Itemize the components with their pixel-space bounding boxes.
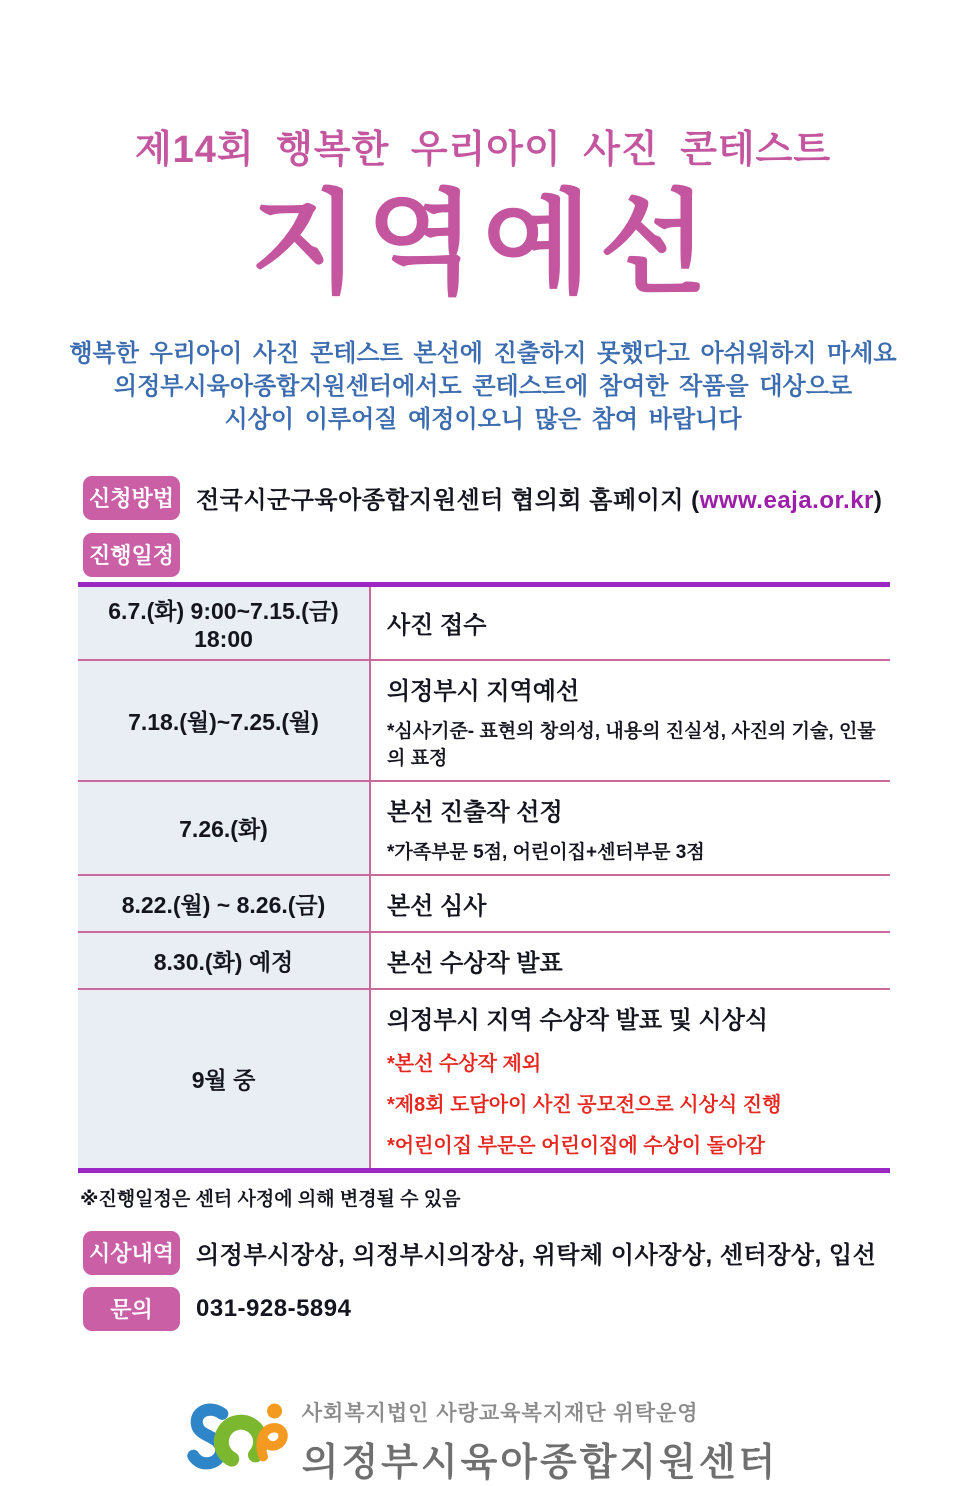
schedule-item-title: 의정부시 지역예선	[387, 677, 580, 705]
schedule-footnote: ※진행일정은 센터 사정에 의해 변경될 수 있음	[80, 1188, 461, 1210]
schedule-item-title: 의정부시 지역 수상작 발표 및 시상식	[387, 1006, 769, 1034]
org-footer	[0, 1397, 966, 1486]
schedule-content	[371, 587, 890, 659]
schedule-row-final-announcement	[78, 933, 890, 990]
schedule-item-title: 사진 접수	[387, 612, 487, 640]
schedule-row-final-judging	[78, 876, 890, 933]
apply-method-badge: 신청방법	[83, 476, 180, 520]
schedule-date: 7.18.(월)~7.25.(월)	[78, 661, 371, 780]
schedule-content	[371, 990, 890, 1168]
apply-text-before: 전국시군구육아종합지원센터 협의회 홈페이지 (	[196, 487, 700, 515]
intro-line-1: 행복한 우리아이 사진 콘테스트 본선에 진출하지 못했다고 아쉬워하지 마세요	[69, 339, 897, 367]
org-name-block	[302, 1397, 779, 1486]
awards-row	[83, 1231, 966, 1275]
schedule-date: 6.7.(화) 9:00~7.15.(금) 18:00	[78, 587, 371, 659]
sc-child-swirl-logo-icon	[188, 1397, 292, 1486]
awards-text: 의정부시장상, 의정부시의장상, 위탁체 이사장상, 센터장상, 입선	[196, 1242, 877, 1270]
intro-line-2: 의정부시육아종합지원센터에서도 콘테스트에 참여한 작품을 대상으로	[113, 372, 853, 400]
schedule-content	[371, 876, 890, 931]
apply-method-text	[196, 480, 882, 515]
schedule-item-red-note: *본선 수상작 제외	[387, 1052, 542, 1075]
schedule-date: 9월 중	[78, 990, 371, 1168]
schedule-item-red-note: *제8회 도담아이 사진 공모전으로 시상식 진행	[387, 1093, 782, 1116]
awards-badge: 시상내역	[83, 1231, 180, 1275]
homepage-link[interactable]: www.eaja.or.kr	[699, 487, 874, 515]
contact-badge: 문의	[83, 1287, 180, 1331]
schedule-row-regional-prelim	[78, 661, 890, 782]
schedule-content	[371, 661, 890, 780]
contact-phone: 031-928-5894	[196, 1294, 352, 1322]
schedule-content	[371, 933, 890, 988]
schedule-date: 8.30.(화) 예정	[78, 933, 371, 988]
org-name: 의정부시육아종합지원센터	[301, 1441, 779, 1484]
schedule-date: 8.22.(월) ~ 8.26.(금)	[78, 876, 371, 931]
schedule-row-finalist-selection	[78, 782, 890, 876]
schedule-badge-row	[83, 533, 966, 577]
contact-row	[83, 1287, 966, 1331]
schedule-item-note: *심사기준- 표현의 창의성, 내용의 진실성, 사진의 기술, 인물의 표정	[387, 720, 876, 769]
schedule-item-red-note: *어린이집 부문은 어린이집에 수상이 돌아감	[387, 1134, 765, 1157]
schedule-content	[371, 782, 890, 874]
apply-method-row	[83, 476, 966, 520]
org-parent-name: 사회복지법인 사랑교육복지재단 위탁운영	[301, 1401, 699, 1425]
contest-title: 제14회 행복한 우리아이 사진 콘테스트	[134, 129, 832, 171]
schedule-item-note: *가족부문 5점, 어린이집+센터부문 3점	[387, 841, 705, 863]
intro-paragraph	[0, 337, 966, 436]
schedule-row-photo-submission	[78, 587, 890, 661]
schedule-item-title: 본선 심사	[387, 892, 487, 920]
schedule-date: 7.26.(화)	[78, 782, 371, 874]
schedule-item-title: 본선 수상작 발표	[387, 949, 563, 977]
apply-text-after: )	[873, 487, 883, 515]
schedule-item-title: 본선 진출작 선정	[387, 798, 563, 826]
schedule-badge: 진행일정	[83, 533, 180, 577]
schedule-row-award-ceremony	[78, 990, 890, 1168]
schedule-table	[78, 582, 890, 1173]
intro-line-3: 시상이 이루어질 예정이오니 많은 참여 바랍니다	[224, 405, 742, 433]
page-title: 지역예선	[250, 181, 716, 306]
poster	[0, 118, 966, 1484]
